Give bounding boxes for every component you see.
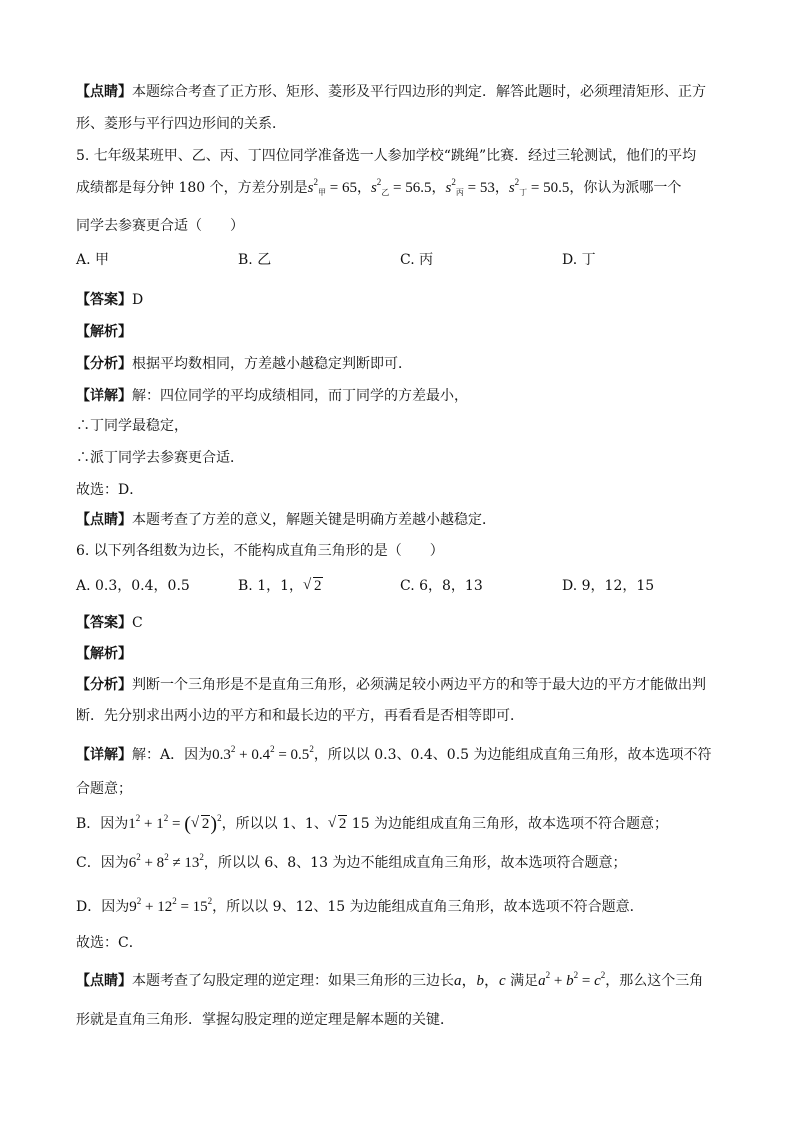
q5-stem-line2: 成绩都是每分钟 180 个，方差分别是$s^2_甲 = 65$，$s^2_乙 = 56.5$，$s^2_丙 = 53$，$s^2_丁 = 50.5$，你认为派哪一个 bbox=[76, 177, 682, 197]
q5-guxuan: 故选：D． bbox=[76, 482, 144, 498]
q5-stem-line3: 同学去参赛更合适（ ） bbox=[76, 218, 244, 234]
q5-fenxi: 【分析】根据平均数相同，方差越小越稳定判断即可． bbox=[76, 356, 412, 372]
var-yi-formula: $s^2_乙 = 56.5$ bbox=[370, 177, 432, 197]
formula-pythagoras: $a^2 + b^2 = c^2$ bbox=[538, 970, 606, 989]
q6-xiangjie-d: D．因为$9^2 + 12^2 = 15^2$，所以以 9、12、15 为边能组成直角三角形，故本选项不符合题意． bbox=[76, 896, 644, 915]
q5-option-d: D. 丁 bbox=[562, 252, 596, 268]
q6-guxuan: 故选：C． bbox=[76, 935, 143, 951]
q6-xiangjie-a-line2: 合题意； bbox=[76, 781, 132, 797]
formula-d: $9^2 + 12^2 = 15^2$ bbox=[129, 896, 213, 915]
q5-answer: 【答案】D bbox=[76, 292, 144, 308]
var-jia-formula: $s^2_甲 = 65$ bbox=[307, 177, 357, 197]
q6-stem: 6. 以下列各组数为边长，不能构成直角三角形的是（ ） bbox=[76, 543, 444, 559]
q5-xiangjie-line3: ∴派丁同学去参赛更合适． bbox=[76, 450, 244, 466]
q6-answer: 【答案】C bbox=[76, 615, 143, 631]
q5-option-c: C. 丙 bbox=[400, 252, 434, 268]
q5-xiangjie-line2: ∴丁同学最稳定， bbox=[76, 418, 188, 434]
sqrt-symbol: √ 2 bbox=[328, 814, 348, 834]
q5-option-b: B. 乙 bbox=[238, 252, 272, 268]
q5-xiangjie-line1: 【详解】解：四位同学的平均成绩相同，而丁同学的方差最小， bbox=[76, 388, 468, 404]
q6-xiangjie-c: C．因为$6^2 + 8^2 \ne 13^2$，所以以 6、8、13 为边不能组成直角三角形，故本选项符合题意； bbox=[76, 852, 627, 871]
q6-dianjing-line2: 形就是直角三角形．掌握勾股定理的逆定理是解本题的关键． bbox=[76, 1012, 454, 1028]
q6-option-b: B. 1，1，√ 2 bbox=[238, 576, 323, 596]
q6-xiangjie-a: 【详解】解：A．因为$0.3^2 + 0.4^2 = 0.5^2$，所以以 0.3、0.4、0.5 为边能组成直角三角形，故本选项不符 bbox=[76, 744, 712, 763]
q6-option-d: D. 9，12，15 bbox=[562, 578, 655, 594]
q4-dianjing-line2: 形、菱形与平行四边形间的关系． bbox=[76, 116, 286, 132]
formula-abc: a，b，c bbox=[454, 973, 506, 989]
q5-jiexi: 【解析】 bbox=[76, 324, 132, 340]
q5-option-a: A. 甲 bbox=[76, 252, 110, 268]
var-ding-formula: $s^2_丁 = 50.5$ bbox=[508, 177, 570, 197]
q6-fenxi-line1: 【分析】判断一个三角形是不是直角三角形，必须满足较小两边平方的和等于最大边的平方才能做出判 bbox=[76, 677, 706, 693]
q6-fenxi-line2: 断．先分别求出两小边的平方和和最长边的平方，再看看是否相等即可． bbox=[76, 708, 524, 724]
q6-option-c: C. 6，8，13 bbox=[400, 578, 483, 594]
q6-option-a: A. 0.3，0.4，0.5 bbox=[76, 578, 190, 594]
q5-stem-line1: 5. 七年级某班甲、乙、丙、丁四位同学准备选一人参加学校“跳绳”比赛．经过三轮测试，他们的平均 bbox=[76, 148, 697, 164]
q6-jiexi: 【解析】 bbox=[76, 646, 132, 662]
formula-b: $1^2 + 1^2$ = (√ 2)$^2$ bbox=[128, 816, 221, 832]
q6-dianjing-line1: 【点睛】本题考查了勾股定理的逆定理：如果三角形的三边长a，b，c 满足$a^2 + b^2 = c^2$，那么这个三角 bbox=[76, 970, 704, 989]
formula-a: $0.3^2 + 0.4^2 = 0.5^2$ bbox=[212, 744, 314, 763]
q5-dianjing: 【点睛】本题考查了方差的意义，解题关键是明确方差越小越稳定． bbox=[76, 512, 496, 528]
formula-c: $6^2 + 8^2 \ne 13^2$ bbox=[128, 852, 204, 871]
q6-xiangjie-b: B．因为$1^2 + 1^2$ = (√ 2)$^2$，所以以 1、1、√ 2 15 为边能组成直角三角形，故本选项不符合题意； bbox=[76, 814, 668, 834]
sqrt-symbol: √ 2 bbox=[303, 576, 323, 596]
var-bing-formula: $s^2_丙 = 53$ bbox=[445, 177, 495, 197]
q4-dianjing-line1: 【点睛】本题综合考查了正方形、矩形、菱形及平行四边形的判定．解答此题时，必须理清矩形、正方 bbox=[76, 84, 706, 100]
